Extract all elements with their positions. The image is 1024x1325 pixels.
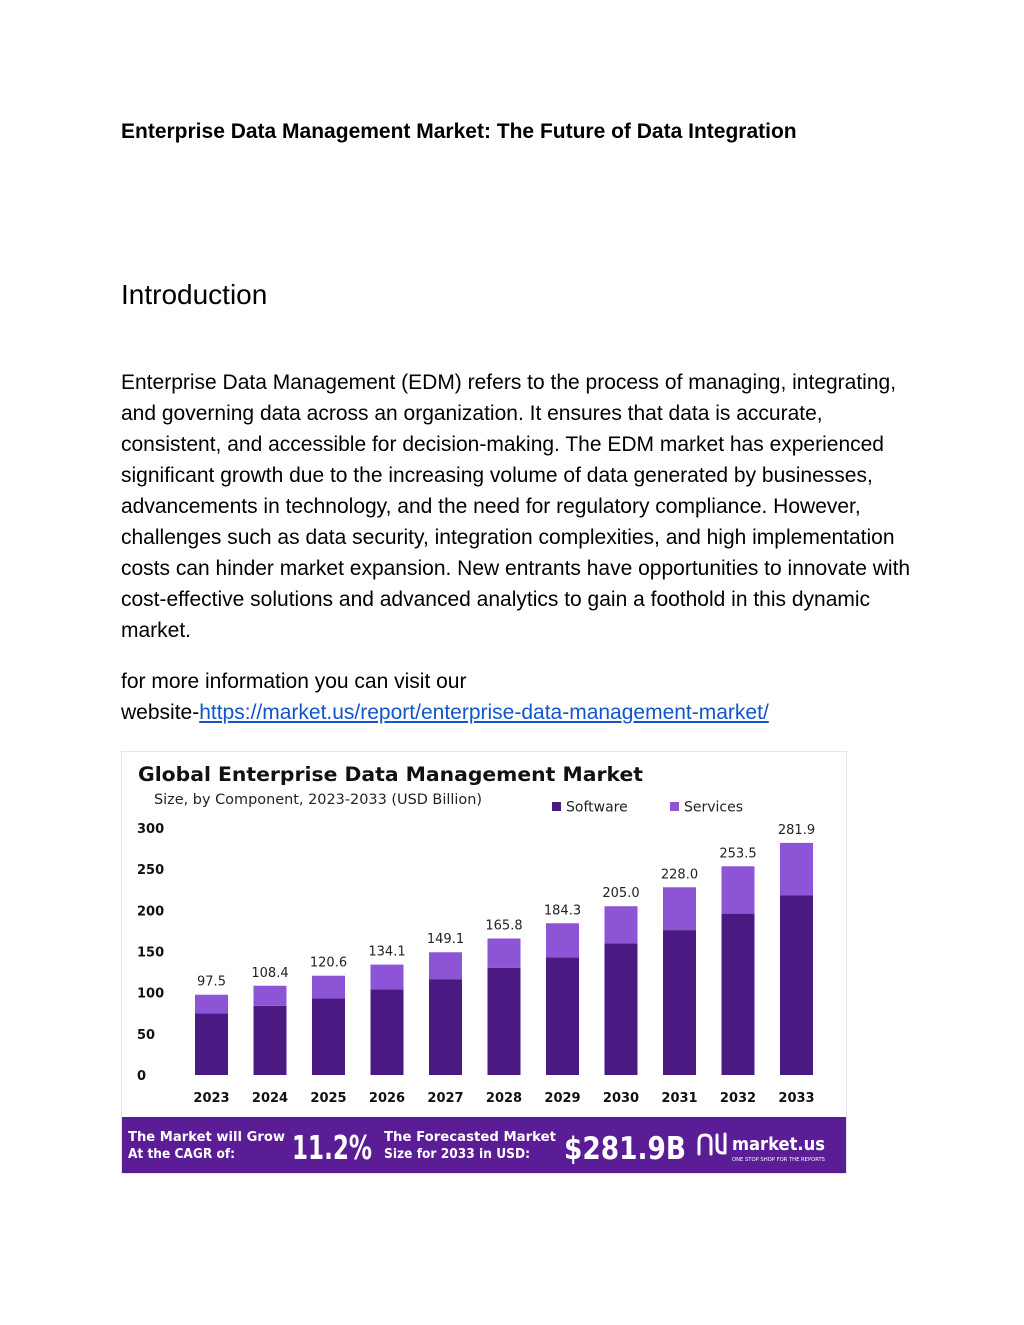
bar-software-2031: [663, 930, 696, 1075]
bar-software-2024: [254, 1006, 287, 1075]
cagr-label-line-1: The Market will Grow: [128, 1130, 285, 1145]
legend-label-services: Services: [684, 799, 744, 816]
bar-services-2030: [605, 906, 638, 943]
bar-services-2033: [780, 843, 813, 896]
info-text-prefix: website-: [121, 701, 200, 724]
y-tick-label: 100: [137, 986, 165, 1002]
bar-total-label: 120.6: [309, 955, 348, 971]
info-text: for more information you can visit our: [121, 670, 467, 693]
legend-label-software: Software: [566, 799, 628, 816]
y-tick-label: 150: [137, 945, 165, 961]
bar-services-2025: [312, 976, 345, 999]
bar-total-label: 108.4: [251, 965, 289, 981]
bar-software-2028: [488, 968, 521, 1075]
brand-name: market.us: [732, 1134, 825, 1155]
info-paragraph: [121, 666, 911, 728]
bar-total-label: 253.5: [719, 846, 757, 862]
chart-title: Global Enterprise Data Management Market: [138, 763, 643, 786]
bar-services-2023: [195, 995, 228, 1014]
bar-services-2032: [722, 866, 755, 913]
forecast-value: $281.9B: [564, 1131, 686, 1167]
legend-swatch-services: [670, 802, 679, 811]
y-tick-label: 300: [137, 822, 165, 837]
bar-software-2026: [371, 989, 404, 1075]
forecast-label-line-1: The Forecasted Market: [384, 1130, 556, 1145]
bar-software-2027: [429, 979, 462, 1075]
bar-total-label: 97.5: [197, 974, 226, 990]
bar-software-2023: [195, 1013, 228, 1075]
chart-subtitle: Size, by Component, 2023-2033 (USD Billion): [154, 792, 482, 808]
x-tick-label: 2031: [661, 1091, 698, 1106]
intro-paragraph: Enterprise Data Management (EDM) refers to the process of managing, integrating, and governing data across an organization. It ensures that data is accurate, consistent, and accessible for decision-making. The EDM market has experienced significant growth due to the increasing volume of data generated by businesses, advancements in technology, and the need for regulatory compliance. However, challenges such as data security, integration complexities, and high implementation costs can hinder market expansion. New entrants have opportunities to innovate with cost-effective solutions and advanced analytics to gain a foothold in this dynamic market.: [121, 371, 911, 642]
y-tick-label: 200: [137, 904, 165, 920]
cagr-label-line-2: At the CAGR of:: [128, 1147, 235, 1162]
x-tick-label: 2024: [251, 1091, 289, 1106]
bar-software-2030: [605, 943, 638, 1075]
bar-total-label: 149.1: [426, 932, 465, 948]
x-tick-label: 2025: [310, 1091, 347, 1106]
bar-services-2031: [663, 887, 696, 930]
brand-tagline: ONE STOP SHOP FOR THE REPORTS: [732, 1157, 825, 1163]
report-link[interactable]: https://market.us/report/enterprise-data-management-market/: [199, 701, 769, 724]
y-tick-label: 50: [137, 1027, 156, 1043]
x-tick-label: 2029: [544, 1091, 581, 1106]
bar-services-2028: [488, 938, 521, 967]
market-chart: [122, 752, 846, 1173]
bar-software-2032: [722, 914, 755, 1075]
x-tick-label: 2023: [193, 1091, 230, 1106]
x-tick-label: 2030: [602, 1091, 640, 1106]
cagr-value: 11.2%: [292, 1128, 372, 1167]
bar-services-2026: [371, 965, 404, 990]
bar-total-label: 281.9: [777, 822, 816, 838]
x-tick-label: 2032: [719, 1091, 757, 1106]
x-tick-label: 2033: [778, 1091, 815, 1106]
x-tick-label: 2028: [485, 1091, 523, 1106]
x-tick-label: 2027: [427, 1091, 464, 1106]
bar-total-label: 165.8: [485, 918, 523, 934]
legend-swatch-software: [552, 802, 561, 811]
y-tick-label: 0: [137, 1069, 147, 1084]
bar-total-label: 134.1: [368, 944, 406, 960]
market-chart-figure: [122, 752, 846, 1173]
forecast-label-line-2: Size for 2033 in USD:: [384, 1147, 530, 1162]
bar-software-2033: [780, 896, 813, 1075]
section-heading-introduction: Introduction: [121, 279, 268, 310]
x-tick-label: 2026: [368, 1091, 406, 1106]
bar-total-label: 228.0: [660, 867, 699, 883]
y-tick-label: 250: [137, 863, 165, 879]
bar-software-2029: [546, 957, 579, 1075]
bar-total-label: 205.0: [602, 886, 640, 902]
bar-services-2024: [254, 986, 287, 1006]
bar-total-label: 184.3: [543, 903, 582, 919]
bar-services-2027: [429, 952, 462, 979]
bar-software-2025: [312, 998, 345, 1075]
document-title: Enterprise Data Management Market: The Future of Data Integration: [121, 120, 797, 143]
bar-services-2029: [546, 923, 579, 957]
